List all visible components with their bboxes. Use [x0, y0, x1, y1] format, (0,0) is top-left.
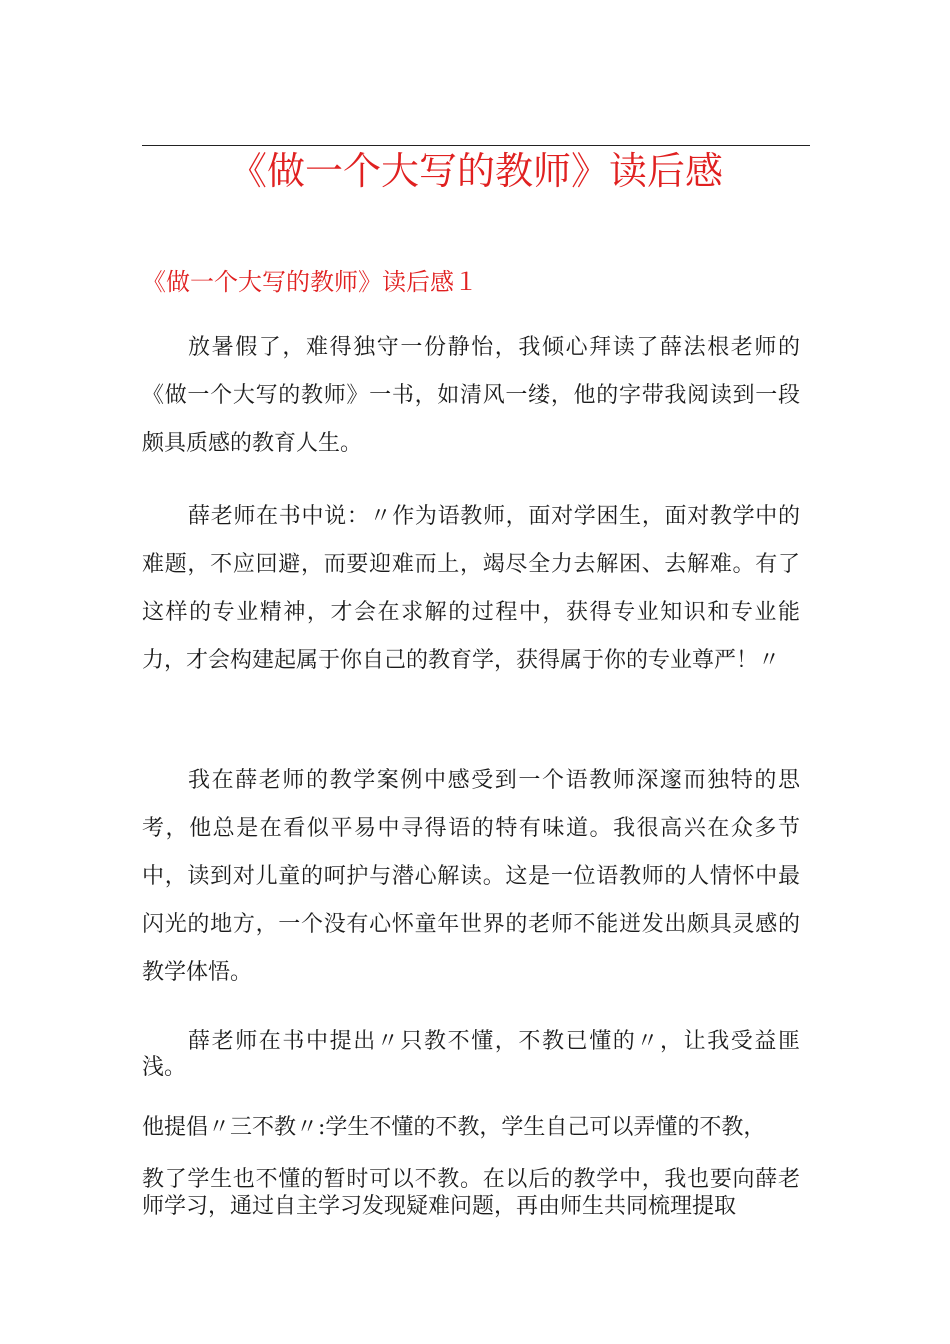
- document-title: 《做一个大写的教师》读后感: [228, 149, 723, 193]
- paragraph-3: 我在薛老师的教学案例中感受到一个语教师深邃而独特的思考，他总是在看似平易中寻得语的特有味道。我很高兴在众多节中，读到对儿童的呵护与潜心解读。这是一位语教师的人情怀中最闪光的地方，一个没有心怀童年世界的老师不能迸发出颇具灵感的教学体悟。: [142, 768, 800, 985]
- paragraph-5: 他提倡〃三不教〃:学生不懂的不教，学生自己可以弄懂的不教，: [142, 1115, 766, 1140]
- paragraph-1: 放暑假了，难得独守一份静怡，我倾心拜读了薛法根老师的《做一个大写的教师》一书，如清风一缕，他的字带我阅读到一段颇具质感的教育人生。: [142, 335, 800, 456]
- paragraph-2: 薛老师在书中说：〃作为语教师，面对学困生，面对教学中的难题，不应回避，而要迎难而上，竭尽全力去解困、去解难。有了这样的专业精神，才会在求解的过程中，获得专业知识和专业能力，才会构建起属于你自己的教育学，获得属于你的专业尊严！〃: [142, 504, 800, 673]
- section-heading: 《做一个大写的教师》读后感１: [142, 268, 478, 296]
- paragraph-4: 薛老师在书中提出〃只教不懂，不教已懂的〃，让我受益匪浅。: [142, 1029, 800, 1080]
- paragraph-6: 教了学生也不懂的暂时可以不教。在以后的教学中，我也要向薛老师学习，通过自主学习发现疑难问题，再由师生共同梳理提取: [142, 1167, 800, 1219]
